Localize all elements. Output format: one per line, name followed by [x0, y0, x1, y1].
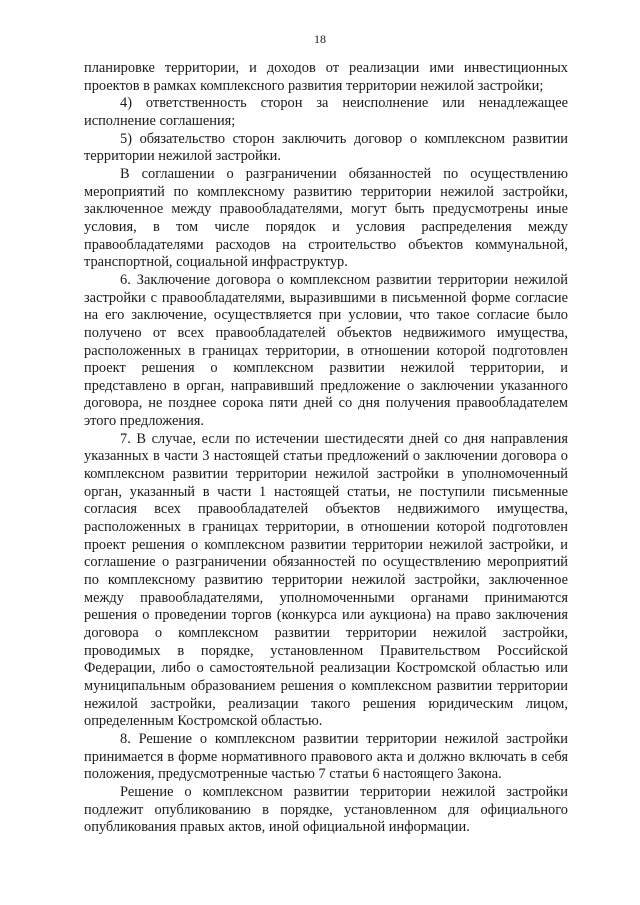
paragraph-item-5: 5) обязательство сторон заключить договор о комплексном развитии территории нежилой застройки.	[84, 130, 568, 165]
paragraph-item-4: 4) ответственность сторон за неисполнение или ненадлежащее исполнение соглашения;	[84, 95, 568, 129]
paragraph-part-7: 7. В случае, если по истечении шестидесяти дней со дня направления указанных в части 3 настоящей статьи предложений о заключении договора о комплексном развитии территории нежилой застройки в уполномоченный орган, указанный в части 1 настоящей статьи, не поступили письменные согласия всех правообладателей объектов недвижимого имущества, расположенных в границах территории, в отношении которой подготовлен проект решения о комплексном развитии территории нежилой застройки, и соглашение о разграничении обязанностей по осуществлению мероприятий по комплексному развитию территории нежилой застройки, заключенное между правообладателями, уполномоченными органами принимаются решения о проведении торгов (конкурса или аукциона) на право заключения договора о комплексном развитии территории нежилой застройки, проводимых в порядке, установленном Правительством Российской Федерации, либо о самостоятельной реализации Костромской областью или муниципальным образованием решения о комплексном развитии территории нежилой застройки, реализации такого решения юридическим лицом, определенным Костромской областью.	[84, 430, 568, 730]
paragraph-continuation: планировке территории, и доходов от реализации ими инвестиционных проектов в рамках комплексного развития территории нежилой застройки;	[84, 60, 568, 94]
paragraph-agreement-terms: В соглашении о разграничении обязанностей по осуществлению мероприятий по комплексному развитию территории нежилой застройки, заключенное между правообладателями, могут быть предусмотрены иные условия, в том числе порядок и условия распределения между правообладателями расходов на строительство объектов коммунальной, транспортной, социальной инфраструктур.	[84, 165, 568, 271]
paragraph-part-6: 6. Заключение договора о комплексном развитии территории нежилой застройки с правообладателями, выразившими в письменной форме согласие на его заключение, осуществляется при условии, что такое согласие было получено от всех правообладателей объектов недвижимого имущества, расположенных в границах территории, в отношении которой подготовлен проект решения о комплексном развитии нежилой территории, и представлено в орган, направивший предложение о заключении указанного договора, не позднее сорока пяти дней со дня получения правообладателем этого предложения.	[84, 271, 568, 430]
paragraph-part-8: 8. Решение о комплексном развитии территории нежилой застройки принимается в форме нормативного правового акта и должно включать в себя положения, предусмотренные частью 7 статьи 6 настоящего Закона.	[84, 730, 568, 783]
paragraph-publication: Решение о комплексном развитии территории нежилой застройки подлежит опубликованию в порядке, установленном для официального опубликования правых актов, иной официальной информации.	[84, 783, 568, 836]
page-number: 18	[314, 32, 326, 46]
document-body	[84, 60, 568, 837]
